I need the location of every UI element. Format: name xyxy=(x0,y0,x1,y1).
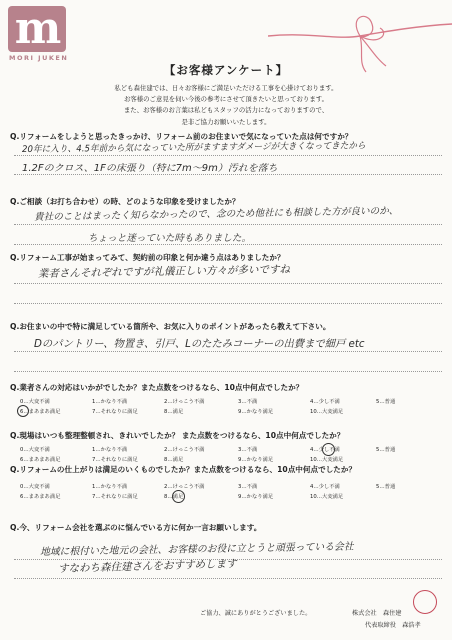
hanko-seal xyxy=(413,590,437,614)
answer-1-line-2: 1.2Fのクロス、1Fの床張り（特に7m〜9m）汚れを落ち xyxy=(22,163,278,174)
score-option: 4…少し不満 xyxy=(310,484,340,490)
score-option: 7…それなりに満足 xyxy=(92,494,138,500)
score-option: 2…けっこう不満 xyxy=(164,399,205,405)
score-option: 3…不満 xyxy=(238,399,258,405)
question-2: Q.ご相談（お打ち合わせ）の時、どのような印象を受けましたか？ xyxy=(10,197,240,206)
answer-line xyxy=(14,224,442,225)
page-title: 【お客様アンケート】 xyxy=(163,63,289,77)
score-option: 0…大変不満 xyxy=(20,484,50,490)
score-row xyxy=(20,407,416,417)
score-option: 8…満足 xyxy=(164,409,184,415)
answer-line xyxy=(14,174,442,175)
answer-line xyxy=(14,283,442,284)
score-row xyxy=(20,482,416,492)
score-option: 8…満足 xyxy=(164,494,184,500)
answer-3-line-1: 業者さんそれぞれですが礼儀正しい方々が多いですね xyxy=(37,263,291,280)
score-option: 1…かなり不満 xyxy=(92,399,128,405)
score-option: 2…けっこう不満 xyxy=(164,447,205,453)
question-6: Q.現場はいつも整理整頓され、きれいでしたか？ また点数をつけるなら、10点中何点でしたか？ xyxy=(10,431,345,440)
score-option: 1…かなり不満 xyxy=(92,447,128,453)
score-options-q5 xyxy=(20,397,416,417)
score-option: 6…まあまあ満足 xyxy=(20,494,61,500)
answer-line xyxy=(14,371,442,372)
question-4: Q.お住まいの中で特に満足している箇所や、お気に入りのポイントがあったら教えて下さい。 xyxy=(10,322,331,331)
intro-line: また、お客様のお言葉は私どもスタッフの活力になっておりますので、 xyxy=(123,106,329,115)
score-options-q7 xyxy=(20,482,416,502)
score-row xyxy=(20,445,416,455)
selected-score-circle-q6 xyxy=(322,443,335,456)
answer-2-line-2: ちょっと迷っていた時もありました。 xyxy=(88,233,252,244)
answer-line xyxy=(14,303,442,304)
company-logo xyxy=(8,3,74,64)
score-options-q6 xyxy=(20,445,416,465)
score-option: 4…少し不満 xyxy=(310,447,340,453)
answer-2-line-1: 貴社のことはまったく知らなかったので、念のため他社にも相談した方が良いのか、 xyxy=(33,205,399,223)
question-7: Q.リフォームの仕上がりは満足のいくものでしたか？また点数をつけるなら、10点中何点でしたか？ xyxy=(10,465,357,474)
score-option: 5…普通 xyxy=(376,484,396,490)
score-option: 8…満足 xyxy=(164,457,184,463)
intro-line: 是非ご協力お願いいたします。 xyxy=(181,117,271,126)
score-option: 10…大変満足 xyxy=(310,409,344,415)
footer-thanks: ご協力、誠にありがとうございました。 xyxy=(200,610,312,617)
score-option: 10…大変満足 xyxy=(310,457,344,463)
score-row xyxy=(20,397,416,407)
intro-line: お客様のご意見を伺い今後の参考にさせて頂きたいと思っております。 xyxy=(124,95,328,104)
score-option: 5…普通 xyxy=(376,447,396,453)
logo-mark: m xyxy=(8,6,66,52)
logo-text: MORI JUKEN xyxy=(9,54,69,62)
selected-score-circle-q5 xyxy=(17,405,29,417)
answer-line xyxy=(14,244,442,245)
score-option: 1…かなり不満 xyxy=(92,484,128,490)
score-option: 5…普通 xyxy=(376,399,396,405)
footer-company: 株式会社 森住建 xyxy=(352,610,402,617)
selected-score-circle-q7 xyxy=(172,490,185,503)
score-option: 0…大変不満 xyxy=(20,447,50,453)
answer-line xyxy=(14,578,442,579)
score-option: 0…大変不満 xyxy=(20,399,50,405)
question-3: Q.リフォーム工事が始まってみて、契約前の印象と何か違う点はありましたか？ xyxy=(10,253,285,262)
score-option: 9…かなり満足 xyxy=(238,457,274,463)
answer-8-line-2: すなわち森住建さんをおすすめします xyxy=(57,558,237,575)
score-option: 7…それなりに満足 xyxy=(92,409,138,415)
answer-8-line-1: 地域に根付いた地元の会社、お客様のお役に立とうと頑張っている会社 xyxy=(39,541,354,558)
question-8: Q.今、リフォーム会社を選ぶのに悩んでいる方に何か一言お願いします。 xyxy=(10,523,262,532)
score-option: 3…不満 xyxy=(238,447,258,453)
question-5: Q.業者さんの対応はいかがでしたか？また点数をつけるなら、10点中何点でしたか？ xyxy=(10,383,304,392)
question-1: Q.リフォームをしようと思ったきっかけ、リフォーム前のお住まいで気になっていた点は何ですか？ xyxy=(10,132,353,141)
score-option: 9…かなり満足 xyxy=(238,409,274,415)
score-option: 3…不満 xyxy=(238,484,258,490)
footer-ceo: 代表取締役 森浩孝 xyxy=(365,622,421,629)
intro-text xyxy=(0,83,452,128)
answer-line xyxy=(14,351,442,352)
intro-line: 私ども森住建では、日々お客様にご満足いただける工事を心掛けております。 xyxy=(114,84,338,92)
score-option: 10…大変満足 xyxy=(310,494,344,500)
answer-1-line-1: 20年に入り、4.5年前から気になっていた所がますますダメージが大きくなってきたから xyxy=(21,141,366,155)
score-option: 6…まあまあ満足 xyxy=(20,457,61,463)
score-option: 7…それなりに満足 xyxy=(92,457,138,463)
score-row xyxy=(20,492,416,502)
score-option: 2…けっこう不満 xyxy=(164,484,205,490)
score-option: 6…まあまあ満足 xyxy=(20,409,61,415)
score-option: 9…かなり満足 xyxy=(238,494,274,500)
answer-4-line-1: Dのパントリー、物置き、引戸、Lのたたみコーナーの出費まで細戸 etc xyxy=(34,338,365,350)
score-option: 4…少し不満 xyxy=(310,399,340,405)
answer-line xyxy=(14,155,442,156)
